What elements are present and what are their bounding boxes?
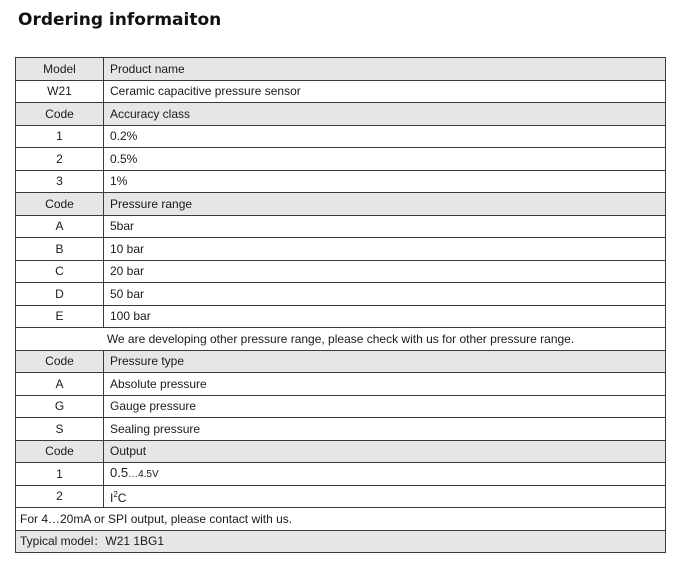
cell-code: S	[16, 418, 104, 441]
header-pressure-type: Pressure type	[104, 350, 666, 373]
model-header-row	[16, 58, 666, 81]
output-value-main: I	[110, 490, 114, 505]
cell-value: Gauge pressure	[104, 395, 666, 418]
typical-model-row	[16, 530, 666, 553]
cell-code: 1	[16, 463, 104, 486]
pressure-range-note: We are developing other pressure range, please check with us for other pressure range.	[16, 328, 666, 351]
header-output: Output	[104, 440, 666, 463]
cell-value: 100 bar	[104, 305, 666, 328]
cell-value: 10 bar	[104, 238, 666, 261]
typical-model: Typical model：W21 1BG1	[16, 530, 666, 553]
table-row	[16, 283, 666, 306]
ordering-table	[15, 57, 666, 553]
table-row	[16, 305, 666, 328]
pressure-range-note-row	[16, 328, 666, 351]
cell-value: 0.2%	[104, 125, 666, 148]
model-code: W21	[16, 80, 104, 103]
table-row	[16, 260, 666, 283]
cell-code: 3	[16, 170, 104, 193]
table-row	[16, 418, 666, 441]
cell-code: 1	[16, 125, 104, 148]
cell-value: 50 bar	[104, 283, 666, 306]
table-row	[16, 170, 666, 193]
pressure-type-header-row	[16, 350, 666, 373]
table-row	[16, 485, 666, 508]
cell-value: 0.5%	[104, 148, 666, 171]
table-row	[16, 395, 666, 418]
output-value-sup: 2	[113, 489, 118, 499]
cell-value: Sealing pressure	[104, 418, 666, 441]
output-value-rest: C	[117, 490, 127, 505]
header-accuracy-class: Accuracy class	[104, 103, 666, 126]
cell-value: 5bar	[104, 215, 666, 238]
table-row	[16, 373, 666, 396]
table-row	[16, 80, 666, 103]
output-note: For 4…20mA or SPI output, please contact with us.	[16, 508, 666, 531]
table-row	[16, 125, 666, 148]
output-note-row	[16, 508, 666, 531]
cell-code: A	[16, 373, 104, 396]
header-code: Code	[16, 193, 104, 216]
table-row	[16, 463, 666, 486]
accuracy-header-row	[16, 103, 666, 126]
header-code: Code	[16, 350, 104, 373]
cell-value	[104, 485, 666, 508]
product-name: Ceramic capacitive pressure sensor	[104, 80, 666, 103]
pressure-range-header-row	[16, 193, 666, 216]
cell-code: A	[16, 215, 104, 238]
header-pressure-range: Pressure range	[104, 193, 666, 216]
table-row	[16, 215, 666, 238]
cell-value	[104, 463, 666, 486]
cell-value: 20 bar	[104, 260, 666, 283]
cell-code: C	[16, 260, 104, 283]
cell-code: E	[16, 305, 104, 328]
table-row	[16, 238, 666, 261]
page-title: Ordering informaiton	[18, 10, 222, 30]
cell-value: Absolute pressure	[104, 373, 666, 396]
cell-code: G	[16, 395, 104, 418]
output-header-row	[16, 440, 666, 463]
output-value-rest: …4.5V	[128, 468, 159, 480]
output-value-main: 0.5	[110, 464, 129, 480]
cell-code: B	[16, 238, 104, 261]
header-code: Code	[16, 103, 104, 126]
header-code: Code	[16, 440, 104, 463]
header-model: Model	[16, 58, 104, 81]
cell-value: 1%	[104, 170, 666, 193]
cell-code: D	[16, 283, 104, 306]
cell-code: 2	[16, 485, 104, 508]
table-row	[16, 148, 666, 171]
header-product-name: Product name	[104, 58, 666, 81]
cell-code: 2	[16, 148, 104, 171]
